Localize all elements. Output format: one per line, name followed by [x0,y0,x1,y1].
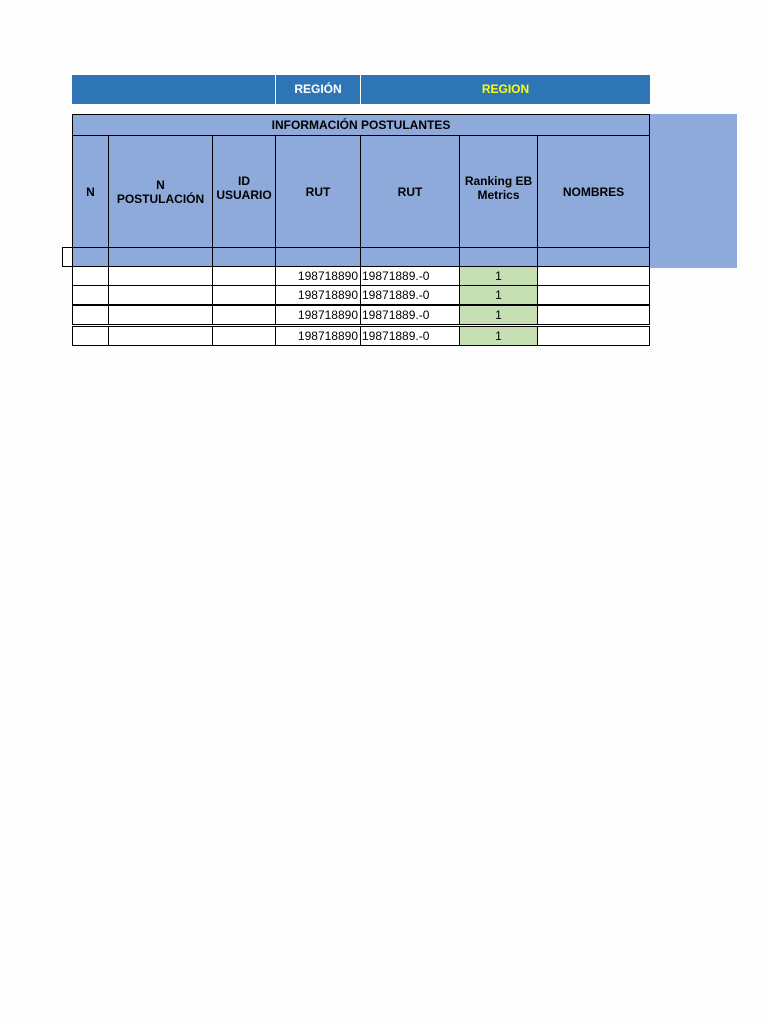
region-label: REGIÓN [294,82,342,96]
cell-n-postulacion[interactable] [108,305,213,325]
column-header-n: N [72,135,109,248]
cell-rut[interactable]: 198718890 [275,305,361,325]
column-header-n-postulacion: N POSTULACIÓN [108,135,213,248]
cell-id-usuario[interactable] [212,305,276,325]
blank-header-cell [360,247,460,267]
blank-header-cell [275,247,361,267]
cell-ranking[interactable]: 1 [459,285,538,305]
cell-n-postulacion[interactable] [108,326,213,346]
cell-ranking[interactable]: 1 [459,326,538,346]
cell-rut[interactable]: 198718890 [275,285,361,305]
column-header-rut-formatted: RUT [360,135,460,248]
cell-rut-formatted[interactable]: 19871889.-0 [360,305,460,325]
blank-header-cell [72,247,109,267]
cell-n[interactable] [72,285,109,305]
cell-rut-formatted[interactable]: 19871889.-0 [360,285,460,305]
cell-nombres[interactable] [537,326,650,346]
cell-nombres[interactable] [537,285,650,305]
info-section-title: INFORMACIÓN POSTULANTES [72,114,650,136]
cell-rut[interactable]: 198718890 [275,266,361,286]
cell-id-usuario[interactable] [212,266,276,286]
cell-nombres[interactable] [537,266,650,286]
cell-n-postulacion[interactable] [108,285,213,305]
column-header-rut: RUT [275,135,361,248]
blank-header-cell [459,247,538,267]
column-header-id-usuario: ID USUARIO [212,135,276,248]
cell-nombres[interactable] [537,305,650,325]
blank-header-cell [212,247,276,267]
cell-n[interactable] [72,266,109,286]
region-value[interactable]: REGION [481,82,530,96]
cell-rut-formatted[interactable]: 19871889.-0 [360,266,460,286]
cell-ranking[interactable]: 1 [459,266,538,286]
blank-header-cell [537,247,650,267]
column-header-nombres: NOMBRES [537,135,650,248]
cell-id-usuario[interactable] [212,326,276,346]
cell-n-postulacion[interactable] [108,266,213,286]
cell-n[interactable] [72,326,109,346]
cell-rut[interactable]: 198718890 [275,326,361,346]
blank-header-cell [108,247,213,267]
cell-n[interactable] [72,305,109,325]
cell-rut-formatted[interactable]: 19871889.-0 [360,326,460,346]
cell-ranking[interactable]: 1 [459,305,538,325]
cell-id-usuario[interactable] [212,285,276,305]
column-header-ranking: Ranking EB Metrics [459,135,538,248]
